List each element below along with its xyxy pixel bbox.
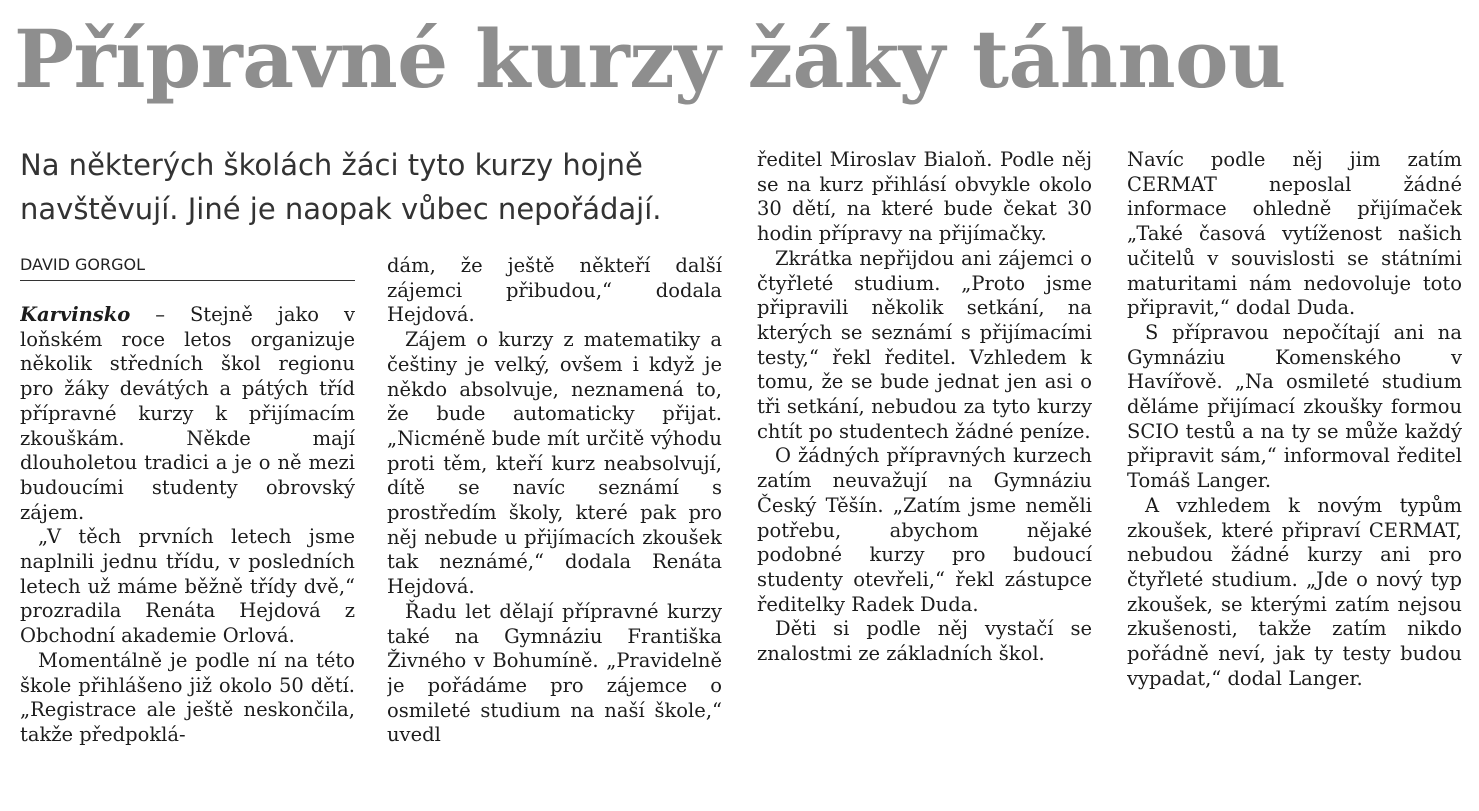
paragraph: „V těch prvních letech jsme naplnili jednu třídu, v posledních letech už máme běžně třídy dvě,“ prozradila Renáta Hejdová z Obchodní akademie Orlová. [20,525,355,648]
paragraph: Zájem o kurzy z matematiky a češtiny je velký, ovšem i když je někdo absolvuje, neznamená to, že bude automaticky přijat. „Nicméně bude mít určitě výhodu proti těm, kteří kurz neabsolvují, dítě se navíc seznámí s prostředím školy, které pak pro něj nebude u přijímacích zkoušek tak neznámé,“ dodala Renáta Hejdová. [387,328,722,599]
column-4 [1127,148,1462,808]
column-3 [757,148,1092,808]
column-1 [20,303,355,808]
column-2 [387,254,722,808]
paragraph-continued: Navíc podle něj jim zatím CERMAT neposlal žádné informace ohledně přijímaček „Také časová vytíženost našich učitelů v souvislosti se státními maturitami nám nedovoluje toto připravit,“ dodal Duda. [1127,148,1462,320]
paragraph: A vzhledem k novým typům zkoušek, které připraví CERMAT, nebudou žádné kurzy ani pro čtyřleté studium. „Jde o nový typ zkoušek, se kterými zatím nejsou zkušenosti, takže zatím nikdo pořádně neví, jak ty testy budou vypadat,“ dodal Langer. [1127,493,1462,690]
paragraph: Děti si podle něj vystačí se znalostmi ze základních škol. [757,617,1092,666]
paragraph: S přípravou nepočítají ani na Gymnáziu Komenského v Havířově. „Na osmileté studium děláme přijímací zkoušky formou SCIO testů a na ty se může každý připravit sám,“ informoval ředitel Tomáš Langer. [1127,320,1462,493]
paragraph: O žádných přípravných kurzech zatím neuvažují na Gymnáziu Český Těšín. „Zatím jsme neměli potřebu, abychom nějaké podobné kurzy pro budoucí studenty otevřeli,“ řekl zástupce ředitelky Radek Duda. [757,444,1092,616]
deck-line: Na některých školách žáci tyto kurzy hojně [20,148,643,182]
paragraph-continued: ředitel Miroslav Bialoň. Podle něj se na kurz přihlásí obvykle okolo 30 dětí, na které bude čekat 30 hodin přípravy na přijímačky. [757,148,1092,246]
deck-line: navštěvují. Jiné je naopak vůbec nepořádají. [20,192,662,226]
paragraph-continued: dám, že ještě někteří další zájemci přibudou,“ dodala Hejdová. [387,254,722,327]
dateline-place: Karvinsko [20,303,131,326]
paragraph: Zkrátka nepřijdou ani zájemci o čtyřleté studium. „Proto jsme připravili několik setkání, na kterých se seznámí s přijímacími testy,“ řekl ředitel. Vzhledem k tomu, že se bude jednat jen asi o tři setkání, nebudou za tyto kurzy chtít po studentech žádné peníze. [757,246,1092,443]
paragraph-text: – Stejně jako v loňském roce letos organizuje několik středních škol regionu pro žáky devátých a pátých tříd přípravné kurzy k přijímacím zkouškám. Někde mají dlouholetou tradici a je o ně mezi budoucími studenty obrovský zájem. [20,303,355,524]
paragraph: Momentálně je podle ní na této škole přihlášeno již okolo 50 dětí. „Registrace ale ještě neskončila, takže předpoklá- [20,648,355,746]
deck [20,143,740,231]
headline: Přípravné kurzy žáky táhnou [14,12,1286,106]
paragraph-lead [20,303,355,525]
paragraph: Řadu let dělají přípravné kurzy také na Gymnáziu Františka Živného v Bohumíně. „Pravidelně je pořádáme pro zájemce o osmileté studium na naší škole,“ uvedl [387,599,722,747]
byline: DAVID GORGOL [20,254,355,281]
